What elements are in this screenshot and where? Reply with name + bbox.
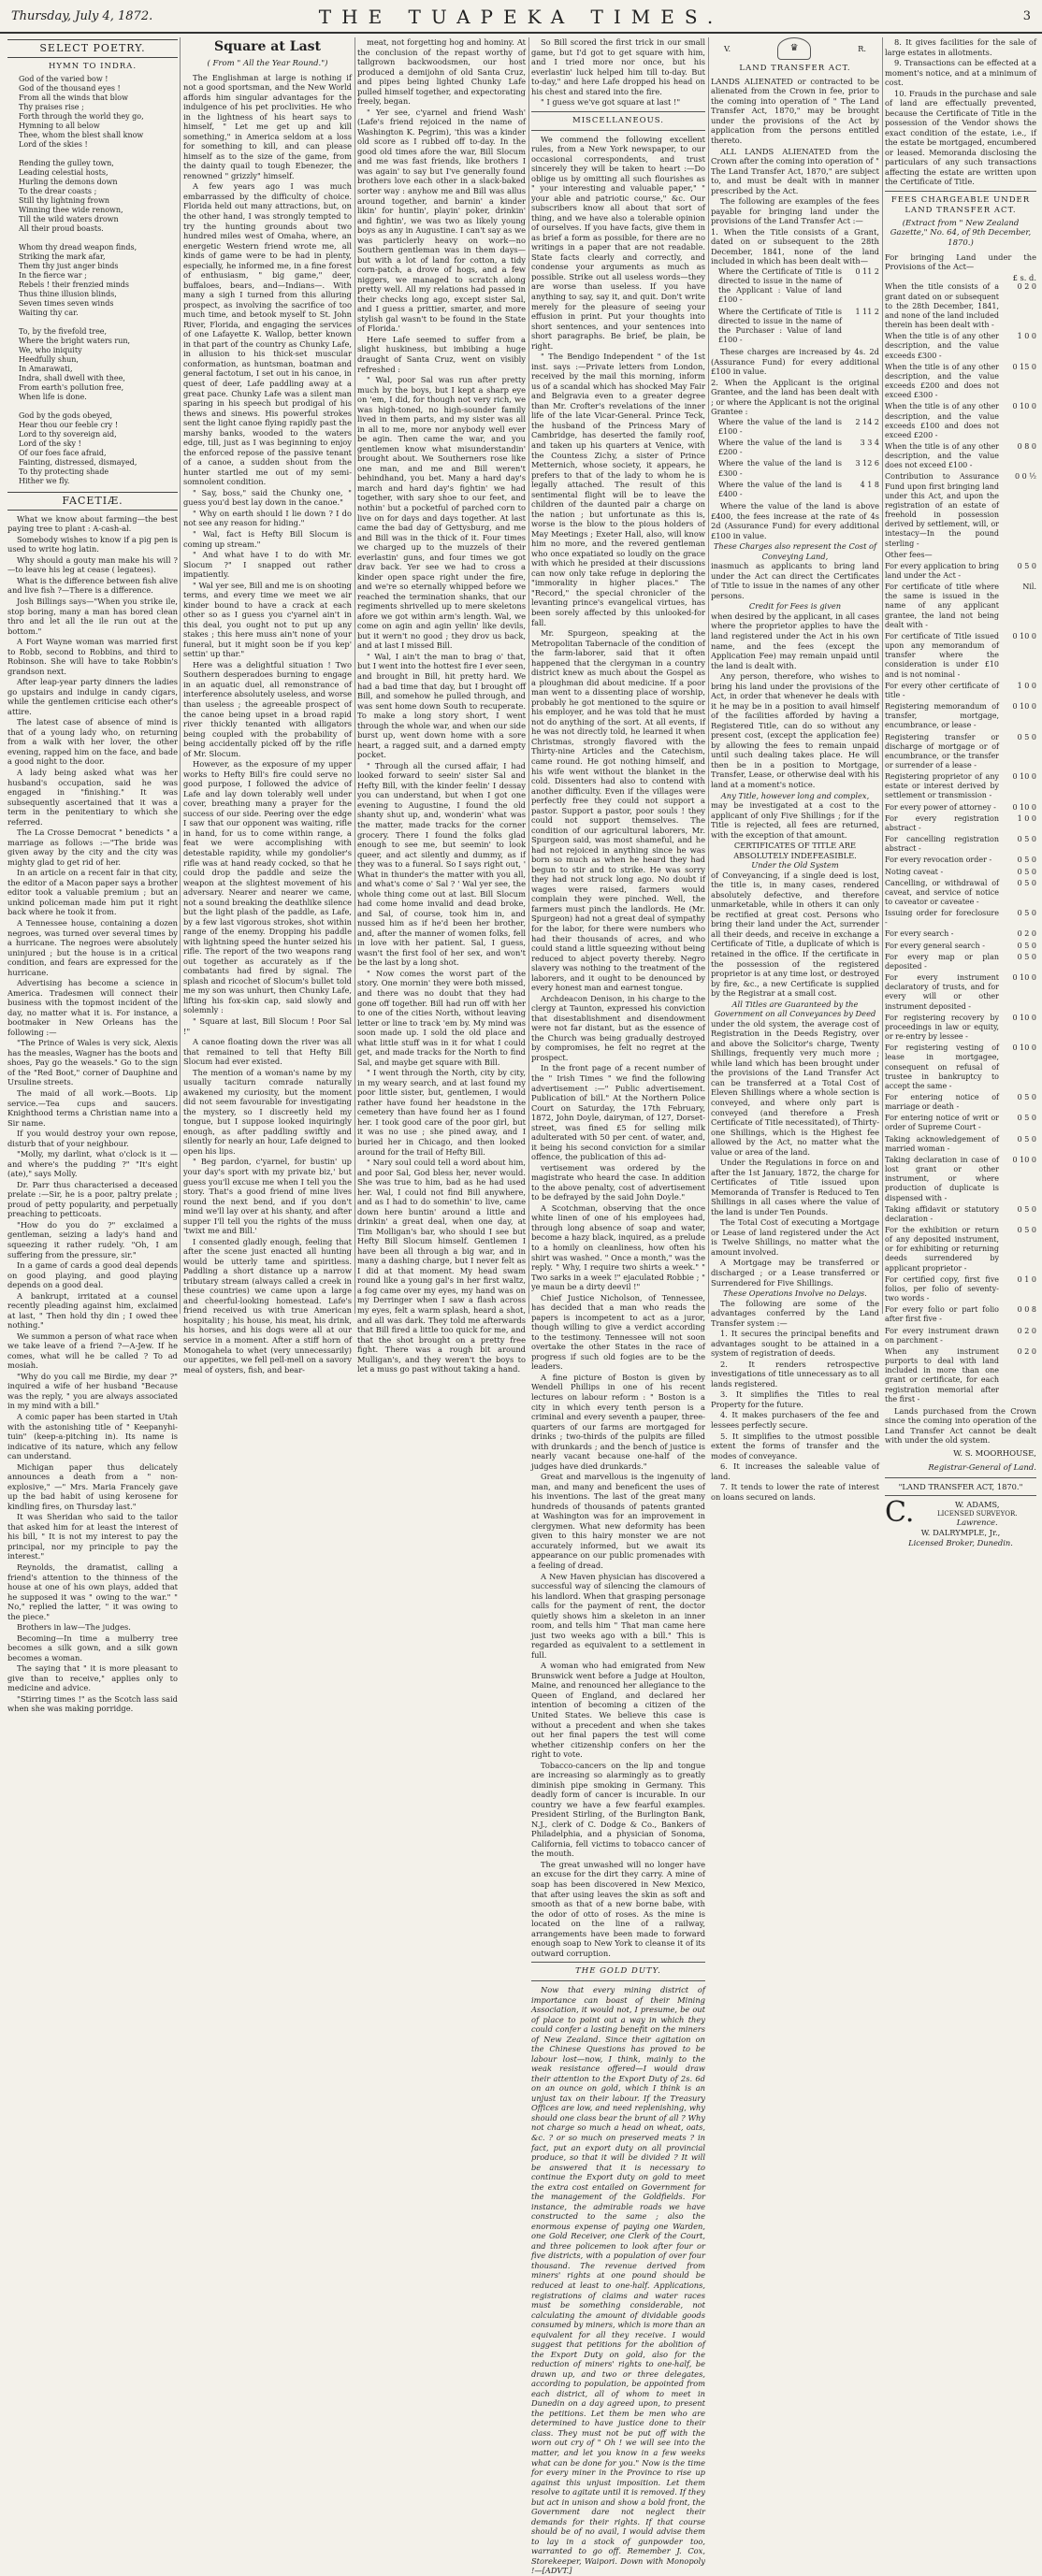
fee-label: For certificate of Title issued upon any memorandum of transfer where the consideration is under £10 and is not nominal -	[885, 631, 999, 679]
fees-intro: For bringing Land under the Provisions of the Act—	[885, 252, 1036, 272]
advantages-continued	[885, 37, 1036, 187]
fee-amount: 0 0 ½	[1014, 472, 1036, 482]
example-1-table	[711, 267, 879, 347]
poem-text: God of the varied bow ! God of the thousand eyes ! From all the winds that blow Thy praises rise ; Forth through the world they go, Hymning to all below Thee, whom the blest shall know Lord of the skies ! Rending the gulley town, Leading celestial hosts, Hurling the demons down To the drear coasts ; Still thy lightning frown Winning thee wide renown, Till the wild waters drown All their proud boasts. Whom thy dread weapon finds, Striking the mark afar, Them thy just anger binds In the fierce war ; Rebels ! their frenzied minds Thus thine illusion blinds, Seven times seven winds Waiting thy car. To, by the fivefold tree, Where the bright waters run, We, who iniquity Heedfully shun, In Amarawati, Indra, shall dwell with thee, From earth's pollution free, When life is done. God by the gods obeyed, Hear thou our feeble cry ! Lord to thy sovereign aid, Lord of the sky ! Of our foes face afraid, Fainting, distressed, dismayed, To thy protecting shade Hither we fly.	[19, 74, 144, 485]
fee-label: Noting caveat -	[885, 867, 944, 876]
paragraph: The La Crosse Democrat " benedicts " a marriage as follows :—"The bride was given away by the city and the city was mighty glad to get rid of her.	[7, 827, 178, 867]
paragraph: In an article on a recent fair in that city, the editor of a Macon paper says a brother editor took a valuable premium ; but an unkind policeman made him put it right back where he took it from.	[7, 868, 178, 917]
fee-amount: 0 10 0	[1012, 772, 1036, 782]
fee-amount: 1 11 2	[855, 307, 879, 316]
fee-label: For every other certificate of title -	[885, 681, 999, 699]
paragraph: Mr. Spurgeon, speaking at the Metropolitan Tabernacle of the condition of the farm-laborer, said that it often happened that the clergyman in a country district knew as much about the Gospel as a ploughman did about medicine. If a poor man went to a dissenting place of worship, probably he got mentioned to the squire or his employer, and he was told that he must not do anything of the sort. At all events, if he was not directly told, he learned it when Christmas, strongly flavored with the Thirty-nine Articles and the Catechism, came round. He got nothing himself, and his wife went without the blanket in the cold. Dissenters had also to contend with another difficulty. Even if the villages were perfectly free they could not support a pastor. Support a pastor, poor souls ! they could not support themselves. The condition of our agricultural laborers, Mr. Spurgeon said, was most shameful, and he had not rejoiced in anything since he was born so much as when he heard they had begun to stir and to strike. He was sorry they had not struck long ago. No doubt if wages were raised, farmers would complain they were pinched. Well, the farmers must pinch the landlords. He (Mr. Spurgeon) had not a great deal of sympathy for the labor, for there were numbers who had their thousands of acres, and who could stand a little squeezing without being reduced to abject poverty thereby. Negro slavery was nothing to the treatment of the laborers, and it ought to be denounced by every honest man and earnest tongue.	[531, 628, 705, 993]
paragraph: What is the difference between fish alive and live fish ?—There is a difference.	[7, 575, 178, 596]
fee-label: Where the Certificate of Title is directed to issue in the name of the Purchaser : Value of land £100 -	[718, 307, 842, 344]
fee-amount: 0 2 0	[1017, 1346, 1036, 1356]
advantage-item: 7. It tends to lower the rate of interest on loans secured on lands.	[711, 1482, 879, 1502]
masthead-rule	[0, 32, 1042, 34]
paragraph: I consented gladly enough, feeling that after the scene just enacted all hunting would be utterly tame and spiritless. Paddling a short distance up a narrow tributary stream (always called a creek in these countries) we came upon a large and cheerful-looking homestead. Lafe's friend received us with true American hospitality ; his house, his meat, his drink, his horses, and his dogs were all at our service in a moment. After a stiff horn of Monogahela to whet (very unnecessarily) our appetites, we fell pell-mell on a savory meal of oysters, fish, and bear-	[183, 1236, 352, 1374]
fee-amount: 0 5 0	[1017, 1092, 1036, 1101]
paragraph: Chief Justice Nicholson, of Tennessee, has decided that a man who reads the papers is incompetent to act as a juror, though willing to give a verdict according to the testimony. Tennessee will not soon overtake the other States in the race of progress if such old fogies are to be the leaders.	[531, 1292, 705, 1372]
fee-label: When the title is of any other description, and the value exceeds £200 and does not exceed £300 -	[885, 362, 999, 400]
fee-row	[885, 1093, 1036, 1114]
act-paragraph: under the old system, the average cost of Registration in the Deeds Registry, over and above the Solicitor's charge, Twenty Shillings, frequently very much more ; while land which has been brought under the provisions of the Land Transfer Act can be transferred at a Total Cost of Eleven Shillings where a whole section is conveyed, and where only part is conveyed (and therefore a Fresh Certificate of Title necessitated), of Thirty-one Shillings, which is the Highest fee allowed by the Act, no matter what the value or area of the land.	[711, 1018, 879, 1157]
miscellaneous-items	[531, 1163, 705, 1959]
column-land-transfer	[885, 37, 1036, 1547]
fee-label: Taking declaration in case of lost grant or other instrument, or where production of duplicate is dispensed with -	[885, 1155, 999, 1202]
paragraph: What we know about farming—the best paying tree to plant : A-cash-al.	[7, 513, 178, 534]
divider	[531, 111, 705, 112]
italic-heading: These Operations Involve no Delays.	[723, 1288, 867, 1299]
fee-label: Taking affidavit or statutory declaration -	[885, 1204, 999, 1223]
fee-amount: 0 5 0	[1017, 909, 1036, 918]
fee-amount: 0 0 8	[1017, 1305, 1036, 1315]
act-paragraph: The following are some of the advantages conferred by the Land Transfer system :—	[711, 1298, 879, 1328]
signature-role: Registrar-General of Land.	[928, 1462, 1036, 1473]
paragraph: It was Sheridan who said to the tailor that asked him for at least the interest of his bill, " It is not my interest to pay the principal, nor my principle to pay the interest."	[7, 1512, 178, 1561]
fee-amount: 0 5 0	[1017, 1226, 1036, 1234]
royal-crest-icon: ♛	[777, 37, 811, 60]
fee-row	[711, 418, 879, 439]
fee-amount: 0 2 0	[1017, 1326, 1036, 1335]
fee-amount: 1 0 0	[1017, 332, 1036, 341]
fee-amount: 0 10 0	[1012, 402, 1036, 411]
fee-row	[885, 472, 1036, 550]
example-2-table	[711, 418, 879, 501]
divider	[531, 1980, 705, 1981]
fee-amount: 0 8 0	[1017, 441, 1036, 451]
act-paragraph: A Mortgage may be transferred or discharged ; or a Lease transferred or Surrendered for Five Shillings.	[711, 1258, 879, 1288]
paragraph: " Say, boss," said the Chunky one, " guess you'd best lay down in the canoe."	[183, 487, 352, 508]
fee-amount: 0 5 0	[1017, 1134, 1036, 1144]
paragraph: " Wal, fact is Hefty Bill Slocum is coming up stream."	[183, 528, 352, 549]
paragraph: A Tennessee house, containing a dozen negroes, was turned over several times by a hurricane. The negroes were absolutely uninjured ; but the house is in a critical condition, and fears are expressed for the hurricane.	[7, 917, 178, 977]
fee-label: For every general search -	[885, 941, 985, 950]
italic-heading: Credit for Fees is given	[748, 601, 842, 612]
paragraph: " Nary soul could tell a word about him, and poor Sal, God bless her, never would. She was true to him, bad as he had used her. Wal, I could not find Bill anywhere, and as I had to do somethin' to live, came down here buntin' around a little and drinkin' a great deal, when one day, at Tim Molligan's bar, who should I see but Hefty Bill Slocum himself. Gentlemen I have been all through a big war, and in many a dashing charge, but I never felt as I did at that moment. My head swam round like a young gal's in her first waltz, a fog came over my eyes, my hand was on my Derringer when I saw a flash across my eyes, felt a warm splash, heard a shot, and all was dark. They told me afterwards that Bill fired a little too quick for me, and that the shot brought on a pretty free fight. There was a rough bit around Mulligan's, and they weren't the boys to let a muss go past without taking a hand.	[357, 1158, 526, 1374]
paragraph: The mention of a woman's name by my usually taciturn comrade naturally awakened my curiosity, but the moment did not seem favourable for investigating the mystery, so I discreetly held my tongue, but I suppose looked inquiringly enough, as after paddling swiftly and silently for nearly an hour, Lafe deigned to open his lips.	[183, 1067, 352, 1156]
act-paragraph: ALL LANDS ALIENATED from the Crown after the coming into operation of " The Land Transfer Act, 1870," are subject to, and must be dealt with in manner prescribed by the Act.	[711, 146, 879, 195]
paragraph: "Molly, my darlint, what o'clock is it —and where's the pudding ?" "It's eight (ate)," says Molly.	[7, 1149, 178, 1179]
issue-date: Thursday, July 4, 1872.	[11, 9, 153, 23]
paragraph: "Why do you call me Birdie, my dear ?" inquired a wife of her husband "Because was the reply, " you are always associated in my mind with a bill."	[7, 1371, 178, 1411]
crest-letter-left: V.	[724, 43, 731, 53]
paragraph: A comic paper has been started in Utah with the astonishing title of " Keepanyhi-tuin" (keep-a-pitching in). Its name is indicative of its nature, which any fellow can understand.	[7, 1412, 178, 1461]
fee-amount: 0 5 0	[1017, 867, 1036, 876]
example-1: 1. When the Title consists of a Grant, dated on or subsequent to the 28th December, 1841, none of the land included in which has been dealt with—	[711, 226, 879, 266]
fee-row	[711, 459, 879, 480]
advantage-item: 3. It simplifies the Titles to real Property for the future.	[711, 1389, 879, 1409]
paragraph: " Yer see, c'yarnel and friend Wash' (Lafe's friend rejoiced in the name of Washington K. Pegrim), 'this was a kinder old score as I rubbed off to-day. In the good old times afore the war, Bill Slocum and me was fast friends, like brothers I was again' to say but I've generally found brothers love each other in a slack-baked sorter way : anyhow me and Bill was allus around together, and barnin' a kinder likin' for huntin', playin' poker, drinkin' and fightin', we was two as likely young boys as any in Augustine. I can't say as we was particlerly heavy on work—no Southern gentleman was in them days—but with a lot of land for cotton, a tidy corn-patch, a drove of hogs, and a few niggers, we managed to scratch along pretty well. All my relations had passed in their checks long ago, except sister Sal, and I guess a prittier, smarter, and more stylish gal wasn't to be found in the State of Florida.'	[357, 107, 526, 334]
paragraph: Great and marvellous is the ingenuity of man, and many and beneficent the uses of his inventions. The last of the great many hundreds of thousands of patents granted at Washington was for an improvement in clergymen. What new deformity has been given to this hairy monster we are not accurately informed, but we await its appearance on our public promenades with a feeling of dread.	[531, 1472, 705, 1570]
fee-label: Contribution to Assurance Fund upon first bringing land under this Act, and upon the registration of an estate of freehold in possession derived by settlement, will, or intestacy—In the pound sterling -	[885, 472, 999, 548]
fee-row	[885, 1347, 1036, 1406]
fee-row	[885, 282, 1036, 332]
fee-row	[711, 439, 879, 459]
divider	[885, 191, 1036, 192]
fee-label: For every map or plan deposited -	[885, 952, 999, 971]
fee-amount: 2 14 2	[855, 417, 879, 426]
fee-amount: 0 10 0	[1012, 973, 1036, 983]
italic-heading: Any Title, however long and complex,	[720, 790, 870, 800]
fee-amount: 0 5 0	[1017, 952, 1036, 961]
advantage-item: 6. It increases the saleable value of land.	[711, 1461, 879, 1481]
fee-row	[885, 835, 1036, 856]
paragraph: A few years ago I was much embarrassed by the difficulty of choice. Florida held out many attractions, but, on the other hand, I was strongly tempted to try the hunting grounds about two hundred miles west of Omaha, where, an energetic Western friend wrote me, all kinds of game were to be had in plenty, especially, he informed me, in a fine forest of enthusiasm, " big game," deer, buffaloes, bears, and—Indians—. With many a sigh I turned from this alluring prospect, as involving the sacrifice of too much time, and betook myself to St. John River, Florida, and engaging the services of one Lafayette K. Wallop, better known in that part of the country as Chunky Lafe, in allusion to his thick-set muscular conformation, as huntsman, boatman and general factotum, I set out in his canoe, in quest of deer, Lafe paddling away at a great pace. Chunky Lafe was a silent man sparing in his speech but prodigal of his thews and sinews. His powerful strokes sent the light canoe flying rapidly past the marshy banks, wooded to the waters edge, till, just as I was beginning to enjoy the enforced repose of the passive tenant of a canoe, a sudden shout from the hunter startled me out of my semi-somnolent condition.	[183, 181, 352, 487]
fee-row	[885, 1226, 1036, 1275]
fee-amount: 0 5 0	[1017, 856, 1036, 865]
fee-label: For cancelling registration abstract -	[885, 835, 999, 854]
paragraph: " Beg pardon, c'yarnel, for bustin' up your day's sport with my private biz,' but guess you'll excuse me when I tell you the story. That's a good friend of mine lives round the next bend, and if you don't mind we'll lay over at his shanty, and after supper I'll tell you the rights of the muss 'twixt me and Bill.'	[183, 1157, 352, 1236]
paragraph: Why should a gouty man make his will ?—to leave his leg at cease ( legatees).	[7, 554, 178, 575]
fee-row	[885, 803, 1036, 814]
fee-amount: 0 5 0	[1017, 878, 1036, 887]
advert-name-2: W. DALRYMPLE, Jr.,	[920, 1527, 1001, 1537]
fee-row	[885, 1114, 1036, 1134]
paragraph: Here was a delightful situation ! Two Southern desperadoes burning to engage in an aquatic duel, all remonstrance of interference absolutely useless, and worse than useless ; the agreeable prospect of the canoe being upset in a broad rapid river thickly tenanted with alligators being coupled with the probability of being accidentally picked off by the rifle of Mr. Slocum.	[183, 659, 352, 758]
fee-label: For every search -	[885, 929, 954, 939]
fee-row	[885, 1156, 1036, 1205]
fee-amount: 0 1 0	[1017, 1274, 1036, 1284]
fee-amount: 0 10 0	[1012, 1155, 1036, 1164]
fee-row	[885, 733, 1036, 773]
fee-label: For every folio or part folio after first five -	[885, 1305, 999, 1324]
act-intro: LANDS ALIENATED or contracted to be alienated from the Crown in fee, prior to the coming into operation of " The Land Transfer Act, 1870," may be brought under the provisions of the Act by application from the persons entitled thereto.	[711, 76, 879, 145]
act-paragraph: The Total Cost of executing a Mortgage or Lease of land registered under the Act is Twelve Shillings, no matter what the amount involved.	[711, 1217, 879, 1257]
paragraph: Michigan paper thus delicately announces a death from a " non-explosive," —" Mrs. Maria Francely gave up the bad habit of using kerosene for kindling fires, on Thursday last."	[7, 1461, 178, 1511]
fee-label: For certified copy, first five folios, per folio of seventy-two words -	[885, 1274, 999, 1303]
italic-heading: These Charges also represent the Cost of Conveying Land,	[713, 541, 877, 561]
divider	[885, 1477, 1036, 1478]
paragraph: Somebody wishes to know if a pig pen is used to write hog latin.	[7, 534, 178, 554]
fee-amount: 0 10 0	[1012, 702, 1036, 712]
fee-label: For every registration abstract -	[885, 813, 999, 832]
fee-label: Registering memorandum of transfer, mortgage, encumbrance, or lease -	[885, 702, 999, 730]
fee-amount: 0 15 0	[1012, 362, 1036, 371]
fee-row	[885, 929, 1036, 941]
paragraph: Here Lafe seemed to suffer from a slight huskiness, but imbibing a huge draught of Santa Cruz, went on visibly refreshed :	[357, 334, 526, 374]
act-paragraph: may be investigated at a cost to the applicant of only Five Shillings ; for if the Title is rejected, all fees are returned, with the exception of that amount.	[711, 800, 879, 840]
fee-row	[885, 814, 1036, 835]
fee-row	[885, 772, 1036, 802]
fee-label: For registering recovery by proceedings in law or equity, or re-entry by lessee -	[885, 1013, 999, 1042]
fee-row	[885, 973, 1036, 1014]
advert-role-2: Licensed Broker, Dunedin.	[908, 1537, 1013, 1547]
paragraph: A bankrupt, irritated at a counsel recently pleading against him, exclaimed at last, " Then hold thy din ; I owed thee nothing."	[7, 1290, 178, 1331]
act-paragraph: These charges are increased by 4s. 2d (Assurance Fund) for every additional £100 in value.	[711, 347, 879, 377]
paragraph: We summon a person of what race when we take leave of a friend ?—A-Jew. If he comes, what will he be called ? To ad mosiah.	[7, 1331, 178, 1371]
italic-heading: Under the Old System	[751, 860, 839, 871]
fee-label: For every application to bring land under the Act -	[885, 561, 999, 580]
paragraph: "Stirring times !" as the Scotch lass said when she was making porridge.	[7, 1693, 178, 1714]
fees-heading: FEES CHARGEABLE UNDER LAND TRANSFER ACT.	[890, 194, 1031, 215]
paragraph: Josh Billings says—"When you strike ile, stop boring, many a man has bored clean thro and let all the ile run out at the bottom."	[7, 596, 178, 636]
paragraph: " I went through the North, city by city, in my weary search, and at last found my poor little sister, but, gentlemen, I would rather have found her headstone in the cemetery than have found her as I found her. I took good care of the poor girl, but it was no use ; she pined away, and I buried her in Chicago, and then looked around for the trail of Hefty Bill.	[357, 1068, 526, 1157]
fee-row	[885, 1327, 1036, 1347]
fee-label: For registering vesting of lease in mortgagee, consequent on refusal of trustee in bankruptcy to accept the same -	[885, 1043, 999, 1090]
fee-row	[885, 1014, 1036, 1043]
advert-name: W. ADAMS,	[954, 1500, 1000, 1510]
fee-label: When the title is of any other description, and the value does not exceed £100 -	[885, 441, 999, 470]
fee-row	[885, 942, 1036, 953]
paragraph: A Scotchman, observing that the once white linen of one of his employees had, through long absence of soap and water, become a hazy black, inquired, as a prelude to a homily on cleanliness, how often his shirt was washed. " Once a month," was the reply. " Why, I require two shirts a week." " Two sarks in a week !" ejaculated Robbie ; " ye maun be a dirty deevil !"	[531, 1202, 705, 1292]
fee-label: For entering notice of writ or order of Supreme Court -	[885, 1114, 999, 1132]
paragraph: Becoming—In time a mulberry tree becomes a silk gown, and a silk gown becomes a woman.	[7, 1633, 178, 1662]
fee-row	[885, 856, 1036, 867]
fee-amount: 0 5 0	[1017, 1114, 1036, 1123]
act-paragraph: when desired by the applicant, in all cases where the proprietor applies to have the land registered under the Act in his own name, and the fees (except the Application Fee) may remain unpaid until the land is dealt with.	[711, 611, 879, 670]
fee-label: Taking acknowledgement of married woman -	[885, 1134, 999, 1153]
fee-row	[885, 702, 1036, 732]
miscellaneous-items	[531, 135, 705, 1162]
paragraph: "How do you do ?" exclaimed a gentleman, seizing a lady's hand and squeezing it rather rudely. "Oh, I am suffering from the pressure, sir."	[7, 1219, 178, 1259]
section-heading-facetiae: FACETIÆ.	[7, 492, 178, 511]
paragraph: " Wal yer see, Bill and me is on shooting terms, and every time we meet we air kinder bound to have a crack at each other so as I guess you c'yarnel ain't in this deal, you ought not to put up any stakes ; this here muss ain't none of your funeral, but it might soon be if you kep' settin' up thar."	[183, 580, 352, 659]
paragraph: A New Haven physician has discovered a successful way of silencing the clamours of his landlord. When that grasping personage calls for the payment of rent, the doctor quietly shows him a skeleton in an inner room, and tells him " That man came here just two weeks ago with a bill." This is regarded as equivalent to a settlement in full.	[531, 1571, 705, 1660]
fee-amount: 0 11 2	[855, 266, 879, 276]
fee-row	[885, 583, 1036, 632]
advert-town: Lawrence.	[956, 1518, 998, 1528]
paragraph: "The Prince of Wales is very sick, Alexis has the measles, Wagner has the boots and shoes, Pay go the weasels." Go to the sign of the "Red Boot," corner of Dauphine and Ursuline streets.	[7, 1038, 178, 1087]
fee-label: For certificate of title where the same is issued in the name of any applicant grantee, the land not being dealt with -	[885, 583, 999, 629]
column-poetry-facetiae	[7, 37, 178, 1714]
fee-label: Where the value of the land is £100 -	[718, 417, 842, 436]
fee-amount: 0 5 0	[1017, 835, 1036, 844]
advert-initial: C.	[885, 1496, 915, 1530]
story-paragraphs	[183, 73, 352, 1375]
story-title: Square at Last	[214, 39, 321, 54]
act-title: LAND TRANSFER ACT.	[739, 64, 851, 73]
column-land-transfer-act	[711, 37, 879, 1502]
act-paragraph: The following are examples of the fees payable for bringing land under the provisions of the Land Transfer Act :—	[711, 196, 879, 226]
masthead	[0, 0, 1042, 32]
column-story-continued	[357, 37, 526, 1374]
fee-amount: 3 3 4	[860, 439, 879, 448]
newspaper-title: THE TUAPEKA TIMES.	[318, 6, 724, 28]
facetiae-list	[7, 514, 178, 1714]
act-paragraph: inasmuch as applicants to bring land under the Act can direct the Certificates of Title to issue in the names of any other persons.	[711, 561, 879, 600]
fee-amount: 1 0 0	[1017, 813, 1036, 823]
fee-amount: 0 2 0	[1017, 282, 1036, 292]
divider	[531, 130, 705, 131]
fee-label: Registering transfer or discharge of mortgage or of encumbrance, or the transfer or surrender of a lease -	[885, 732, 999, 770]
paragraph: vertisement was ordered by the magistrate who heard the case. In addition to the above penalty, cost of advertisement to be defrayed by the said John Doyle."	[531, 1162, 705, 1202]
fee-amount: 0 2 0	[1017, 929, 1036, 939]
paragraph: A fine picture of Boston is given by Wendell Phillips in one of his recent lectures on labour reform : " Boston is a city in which every tenth person is a criminal and every seventh a pauper, three-quarters of our farms are mortgaged for drinks ; two-thirds of the pulpits are filled with drunkards ; and the bench of justice is nearly vacant because one-half of the judges have died drunkards."	[531, 1372, 705, 1471]
fee-row	[885, 632, 1036, 682]
paragraph: " I guess we've got square at last !"	[541, 97, 681, 108]
fee-label: When the title is of any other description, and the value exceeds £300 -	[885, 332, 999, 360]
story-source: ( From " All the Year Round.")	[207, 58, 328, 68]
paragraph: meat, not forgetting hog and hominy. At the conclusion of the repast worthy of tallgrown backwoodsmen, our host produced a demijohn of old Santa Cruz, and pipes being lighted Chunky Lafe pulled himself together, and expectorating freely, began.	[357, 37, 526, 107]
fee-label: Where the value of the land is £300 -	[718, 459, 842, 478]
fee-label: Where the value of the land is £400 -	[718, 480, 842, 498]
crest-row	[711, 37, 879, 60]
fee-row	[885, 1043, 1036, 1093]
column-misc-gold-duty	[531, 37, 705, 2576]
act-paragraph: Where the value of the land is above £400, the fees increase at the rate of 4s 2d (Assurance Fund) for every additional £100 in value.	[711, 501, 879, 540]
column-story-start	[183, 37, 352, 1374]
fee-label: For entering notice of marriage or death -	[885, 1092, 999, 1112]
poem-title: HYMN TO INDRA.	[48, 61, 137, 71]
column-divider	[528, 37, 529, 1314]
fee-label: For every instrument drawn on parchment -	[885, 1326, 999, 1345]
fees-table	[885, 282, 1036, 1405]
paragraph: We commend the following excellent rules, from a New York newspaper, to our occasional correspondents, and trust sincerely they will be taken to heart :—Do oblige us by omitting all such flourishes as " your interesting and valuable paper," " your able and patriotic course," &c. Our subscribers know all about that sort of thing, and we have also a tolerable opinion of ourselves. If you have facts, give them in as brief a form as possible, for there are no writings in a paper that are not readable. State facts clearly and correctly, and condense your arguments as much as possible. Strike out all useless words—they are worse than useless. If you have anything to say, say it, and quit. Don't write merely for the pleasure of seeing your effusion in print. Put your thoughts into short sentences, and your sentences into short paragraphs. Be brief, be plain, be right.	[531, 134, 705, 351]
section-heading-miscellaneous: MISCELLANEOUS.	[572, 115, 665, 125]
gold-duty-letter: Now that every mining district of importance can boast of their Mining Association, it would not, I presume, be out of place to point out a way in which they could confer a lasting benefit on the miners of New Zealand. Since their agitation on the Chinese Questions has proved to be labour lost—now, I think, mainly to the weak resistance offered—I would draw their attention to the Export Duty of 2s. 6d on an ounce on gold, which I think is an unjust tax on their labour. If the Treasury Offices are low, and need replenishing, why should one class bear the brunt of all ? Why not charge so much a head on wheat, oats, &c. ? or so much on preserved meats ? in fact, put an export duty on all provincial produce, so that it will be divided ? It will be answered that it is necessary to continue the Export duty on gold to meet the extra cost entailed on Government for the management of the Goldfields. For instance, the admirable roads we have constructed to the same ; also the enormous expense of paying one Warden, one Gold Receiver, one Clerk of the Court, and three policemen to look after four or five districts, with a population of over four thousand. The revenue derived from miners' rights at one pound should be reduced at least to one-half. Applications, registrations of claims and water races must be something considerable, not calculating the amount of dividable goods consumed by miners, which is more than an equivalent for all they receive. I would suggest that petitions for the abolition of the Export Duty on gold, also for the reduction of miners' rights to one-half, be drawn up, and two or three delegates, according to population, be appointed from each district, all of whom to meet in Dunedin on a day agreed upon, to present the petitions. Let them be men who are determined to have justice done to their class. They must not be put off with the worn out cry of " Oh ! we will see into the matter, and let you know in a few weeks what can be done for you." Now is the time for every miner in the Province to rise up against this unjust imposition. Let them resolve to agitate until it is removed. If they but act in unison and show a bold front, the Government dare not neglect their demands for their rights. If that course should be of no avail, I would advise them to lay in a stock of gunpowder too, warranted to go off. Remember J. Cox, Storekeeper, Waipori. Down with Monopoly !—[ADVT.]	[531, 1985, 705, 2576]
section-heading-gold-duty: THE GOLD DUTY.	[575, 1966, 661, 1977]
signature-name: W. S. MOORHOUSE,	[953, 1448, 1036, 1459]
paragraph: The great unwashed will no longer have an excuse for the dirt they carry. A mine of soap has been discovered in New Mexico, that after using leaves the skin as soft and smooth as that of a new borne babe, with the odor of otto of roses. As the mine is located on the line of a railway, arrangements have been made to forward enough soap to New York to cleanse it of its outward corruption.	[531, 1859, 705, 1958]
fee-row	[885, 953, 1036, 973]
act-paragraph: Any person, therefore, who wishes to bring his land under the provisions of the Act, in order that whenever he deals with it he may be in a position to avail himself of the facilities afforded by having a Registered Title, can do so without any present cost, (except the application fee) by allowing the fees to remain unpaid until such dealing takes place. He will then be in a position to Mortgage, Transfer, Lease, or otherwise deal with his land at a moment's notice.	[711, 671, 879, 789]
fee-amount: 3 12 6	[855, 459, 879, 468]
paragraph: The saying that " it is more pleasant to give than to receive," applies only to medicine and advice.	[7, 1663, 178, 1693]
fee-row	[711, 481, 879, 501]
fee-label: Registering proprietor of any estate or interest derived by settlement or transmission -	[885, 772, 999, 800]
fee-row	[885, 1135, 1036, 1156]
fee-label: For every instrument declaratory of trusts, and for every will or other instrument deposited -	[885, 973, 999, 1011]
paragraph: " Through all the cursed affair, I had looked forward to seein' sister Sal and Hefty Bill, with the kinder feelin' I dessay you can understand, but when I got one evening to Augustine, I found the old shanty shut up, and, wonderin' what was the matter, made tracks for the corner grocery. There I found the folks glad enough to see me, but seemin' to look queer, and act silently and dummy, as if they was to a funeral. So I says right out, ' What in thunder's the matter with you all, and what's come o' Sal ? ' Wal yer see, the whole thing come out at last. Bill Slocum had come home invalid and dead broke, and Sal, of course, took him in, and nussed him as if he'd been her brother, and, after the manner of women folks, fell in love with her patient. Sal, I guess, wasn't the first fool of her sex, and won't be the last by a long shot.	[357, 760, 526, 968]
paragraph: If you would destroy your own repose, disturb that of your neighbour.	[7, 1129, 178, 1148]
fee-row	[885, 402, 1036, 442]
fee-row	[885, 363, 1036, 403]
fee-row	[885, 562, 1036, 583]
fee-amount: 0 10 0	[1012, 631, 1036, 640]
fee-amount: 0 5 0	[1017, 561, 1036, 570]
fee-label: Where the Certificate of Title is directed to issue in the name of the Applicant : Value of land £100 -	[718, 266, 842, 305]
fee-amount: 4 1 8	[860, 480, 879, 489]
paragraph: " Wal, I ain't the man to brag o' that, but I went into the hottest fire I ever seen, and brought in Bill, hit pretty hard. We had a bad time that day, but I brought off Bill, and somehow he pulled through, and was sent home down South to recuperate. To make a long story short, I went through the whole war, and when our side burst up, went down home with a sore heart, a ragged suit, and a darned empty pocket.	[357, 651, 526, 760]
act-paragraph: Under the Regulations in force on and after the 1st January, 1872, the charge for Certificates of Title issued upon Memoranda of Transfer is Reduced to Ten Shillings in all cases where the value of the land is under Ten Pounds.	[711, 1158, 879, 1216]
paragraph: 8. It gives facilities for the sale of large estates in allotments.	[885, 37, 1036, 57]
paragraph: " Why on earth should I lie down ? I do not see any reason for hiding."	[183, 508, 352, 528]
story-paragraphs	[357, 37, 526, 1374]
fee-label: When any instrument purports to deal with land included in more than one grant or certificate, for each registration memorial after the first -	[885, 1346, 999, 1403]
italic-heading: All Titles are Guaranteed by the Government on all Conveyances by Deed	[714, 999, 876, 1019]
fee-row	[885, 868, 1036, 879]
fee-amount: 0 5 0	[1017, 941, 1036, 950]
paragraph: A Fort Wayne woman was married first to Robb, second to Robbins, and third to Robinson. She will have to take Robbin's grandson next.	[7, 637, 178, 676]
fee-label: For every power of attorney -	[885, 802, 996, 812]
paragraph: A lady being asked what was her husband's occupation, said he was engaged in "finishing." It was subsequently ascertained that it was a term in the penitentiary to which she referred.	[7, 768, 178, 827]
paragraph: Advertising has become a science in America. Tradesmen will connect their business with the topmost incident of the day, no matter what it is. For instance, a bootmaker in New Orleans has the following :—	[7, 978, 178, 1037]
column-divider	[882, 37, 883, 1314]
paragraph: In the front page of a recent number of the " Irish Times " we find the following advertisement :—" Public advertisement. Publication of bill." At the Northern Police Court on Saturday, the 17th February, 1872, John Doyle, dairyman, of 127, Dorset-street, was fined £5 for selling milk adulterated with 50 per cent. of water, and, it being his second conviction for a similar offence, the publication of this ad-	[531, 1063, 705, 1162]
paragraph: Archdeacon Denison, in his charge to the clergy at Taunton, expressed his conviction that disestablishment and disendowment were not far distant, but as the essence of the Church was being gradually destroyed by compromises, he felt no regret at the prospect.	[531, 993, 705, 1062]
column-divider	[180, 37, 181, 1314]
fee-row	[885, 442, 1036, 472]
paragraph: After leap-year party dinners the ladies go upstairs and indulge in candy cigars, while the gentlemen criticise each other's attire.	[7, 677, 178, 716]
fee-row	[885, 551, 1036, 562]
fee-amount: 0 10 0	[1012, 1013, 1036, 1022]
paragraph: A canoe floating down the river was all that remained to tell that Hefty Bill Slocum had ever existed.	[183, 1037, 352, 1067]
fee-label: For every revocation order -	[885, 856, 992, 865]
fee-amount: Nil.	[1022, 583, 1036, 592]
fee-row	[885, 1205, 1036, 1226]
advantage-item: 2. It renders retrospective investigations of title unnecessary as to all lands registered.	[711, 1359, 879, 1389]
paragraph: " Wal, poor Sal was run after pretty much by the boys, but I kept a sharp eye on 'em, I did, for though not very rich, we was high-toned, no high-sounder family lived in them parts, and my sister was all in all to me, more nor anybody well ever be agin. Then came the war, and you gentlemen know what misunderstandin' brought about. We Southerners rose like one man, and me and Bill weren't behindhand, you bet. Many a hard day's march and hard day's fightin' we had together, with sary shoe to our feet, and nothin' but a pocketful of parched corn to live on for days and days together. At last came the bad day of Gettysburg, and me and Bill was in the thick of it. Four times we charged up to the muzzels of their everlastin' guns, and four times we got drav back. Yer see we had to cross a kinder open space right under the fire, and we're so eternally whipped before we reached the termination shanks, that our regiments shrivelled up to mere skeletons afore we got within arm's length. Wal, we come on agin and agin yellin' like devils, but it wern't no good ; they drov us back, and at last I missed Bill.	[357, 375, 526, 651]
fee-row	[711, 267, 879, 308]
paragraph: " And what have I to do with Mr. Slocum ?" I snapped out rather impatiently.	[183, 550, 352, 580]
fee-amount: 0 5 0	[1017, 732, 1036, 741]
fee-amount: 1 0 0	[1017, 681, 1036, 690]
paragraph: However, as the exposure of my upper works to Hefty Bill's fire could serve no good purpose, I followed the advice of Lafe and lay down tolerably well under cover, breathing many a prayer for the success of our side. Peering over the edge I saw that our opponent was waiting, rifle in hand, for us to come within range, a feat we were accomplishing with detestable rapidity, while my gondolier's rifle was at hand ready cocked, so that he could drop the paddle and seize the weapon at the slightest movement of his adversary. Nearer and nearer we came, not a sound breaking the deathlike silence but the light plash of the paddle, as Lafe, by a few last vigorous strokes, shot within range of the enemy. Dropping his paddle with lightning speed the hunter seized his rifle. The report of the two weapons rang out together as accurately as if the combatants had fired by signal. The splash and ricochet of Slocum's bullet told me my son was unhurt, then Chunky Lafe, lifting his fox-skin cap, said slowly and solemnly :	[183, 759, 352, 1015]
divider	[531, 1962, 705, 1963]
fee-row	[885, 879, 1036, 909]
paragraph: The Englishman at large is nothing if not a good sportsman, and the New World affords him singular advantages for the indulgence of his pet proclivities. He who in the lightness of his heart says to himself, " Let me get up and kill something," in America seldom at a loss for something to kill, and can please himself as to the size of the game, from the dainty quail to tough Ebenezer, the renowned " grizzly" himself.	[183, 72, 352, 180]
fees-source: (Extract from " New Zealand Gazette," No. 64, of 9th December, 1870.)	[890, 218, 1032, 249]
paragraph: 9. Transactions can be effected at a moment's notice, and at a minimum of cost.	[885, 58, 1036, 88]
fee-label: Other fees—	[885, 550, 933, 559]
fee-amount: 0 5 0	[1017, 1204, 1036, 1214]
paragraph: A woman who had emigrated from New Brunswick went before a Judge at Houlton, Maine, and renounced her allegiance to the Queen of England, and declared her intention of becoming a citizen of the United States. We believe this case is without a precedent and when she takes out her final papers the test will come whether citizenship confers on her the right to vote.	[531, 1661, 705, 1760]
paragraph: So Bill scored the first trick in our small game, but I'd got to get square with him, and I tried more nor once, but his everlastin' luck helped him till to-day. But to-day," and here Lafe dropped his head on his chest and stared into the fire.	[531, 37, 705, 96]
fee-label: When the title is of any other description, and the value exceeds £100 and does not exceed £200 -	[885, 402, 999, 439]
fee-amount	[999, 551, 1036, 562]
fee-row	[885, 332, 1036, 362]
column-divider	[708, 37, 709, 1314]
fee-label: Cancelling, or withdrawal of caveat, and service of notice to caveator or caveatee -	[885, 878, 999, 906]
old-system-note: Lands purchased from the Crown since the coming into operation of the Land Transfer Act cannot be dealt with under the old system.	[885, 1405, 1036, 1446]
advantage-item: 4. It makes purchasers of the fee and lessees perfectly secure.	[711, 1410, 879, 1430]
advert-role: LICENSED SURVEYOR.	[936, 1509, 1018, 1518]
example-2: 2. When the Applicant is the original Grantee, and the land has been dealt with ; or where the Applicant is not the original Grantee :	[711, 377, 879, 417]
fee-label: Where the value of the land is £200 -	[718, 439, 842, 457]
fee-label: For the exhibition or return of any deposited instrument, or for exhibiting or returning deeds surrendered by applicant proprietor -	[885, 1226, 999, 1273]
fee-row	[711, 308, 879, 348]
paragraph: " Now comes the worst part of the story. One mornin' they were both missed, and there was no doubt that they had gone off together. Bill had run off with her to one of the cities North, without leaving letter or line to track 'em by. My mind was soon made up. I sold the old place and what little stuff was in it for what I could get, and made tracks for the North to find Sal, and maybe get square with Bill.	[357, 968, 526, 1067]
certificate-heading: CERTIFICATES OF TITLE ARE ABSOLUTELY INDEFEASIBLE.	[733, 841, 857, 860]
currency-header: £ s. d.	[1012, 272, 1036, 282]
fee-row	[885, 909, 1036, 929]
paragraph: The latest case of absence of mind is that of a young lady who, on returning from a walk with her lover, the other evening, rapped him on the face, and bade a good night to the door.	[7, 717, 178, 767]
fee-label: When the title consists of a grant dated on or subsequent to the 28th December, 1841, and none of the land included therein has been dealt with -	[885, 282, 999, 330]
paragraph: Tobacco-cancers on the lip and tongue are increasing so alarmingly as to greatly diminish pipe smoking in Germany. This deadly form of cancer is incurable. In our country we have a few fearful examples. President Stirling, of the Burlington Bank, N.J., clerk of C. Dodge & Co., Bankers of Philadelphia, and a physician of Sonoma, California, fell victims to tobacco cancer of the mouth.	[531, 1760, 705, 1859]
paragraph: " Square at last, Bill Slocum ! Poor Sal !"	[183, 1016, 352, 1036]
paragraph: " The Bendigo Independent " of the 1st inst. says :—Private letters from London, received by the mail this morning, inform us of a scandal which has shocked May Fair and Belgravia even to a greater degree than Mr. Crofter's revelations of the inner life of the late Vicar-General. Prince Teck, the husband of the Princess Mary of Cambridge, has deserted the family roof, and taken up his quarters at Venice, with the Countess Zichy, a sister of Prince Metternich, whose society, it appears, he prefers to that of the lady to whom he is legally attached. The result of this sentimental flight will be to leave the children of the daunted pair a charge on the nation ; but unfortunate as this is, worse is the blow to the pious holders of May Meetings ; Exeter Hall, also, will know him no more, and the revered gentleman who once expatiated so loudly on the grace with which he presided at their discussions can now only take refuge in deploring the "immorality in higher places." The "Record," the special chronicler of the levanting prince's evangelical virtues, has been sorely affected by this unlooked-for fall.	[531, 352, 705, 627]
fee-row	[885, 1275, 1036, 1305]
advert-block	[885, 1496, 1036, 1547]
advantage-item: 5. It simplifies to the utmost possible extent the forms of transfer and the modes of conveyance.	[711, 1431, 879, 1461]
paragraph: The maid of all work.—Boots. Lip service.—Tea cups and saucers. Knighthood terms a Christian name into a Sir name.	[7, 1088, 178, 1128]
fee-label: Issuing order for foreclosure -	[885, 909, 999, 928]
paragraph: In a game of cards a good deal depends on good playing, and good playing depends on a good deal.	[7, 1260, 178, 1290]
fee-row	[885, 1305, 1036, 1326]
fee-row	[885, 682, 1036, 702]
paragraph: 10. Frauds in the purchase and sale of land are effectually prevented, because the Certificate of Title in the possession of the Vendor shows the exact condition of the estate, i.e., if the estate be mortgaged, encumbered or leased. Memoranda disclosing the particulars of any such transactions affecting the estate are written upon the Certificate of Title.	[885, 88, 1036, 187]
section-heading-poetry: SELECT POETRY.	[7, 39, 178, 58]
fee-amount: 0 10 0	[1012, 1043, 1036, 1053]
story-ending	[531, 37, 705, 108]
fee-amount: 0 10 0	[1012, 802, 1036, 812]
paragraph: Reynolds, the dramatist, calling a friend's attention to the thinness of the house at one of his own plays, added that he supposed it was " owing to the war." " No," replied the latter, " it was owing to the piece."	[7, 1561, 178, 1621]
advantage-item: 1. It secures the principal benefits and advantages sought to be attained in a system of registration of deeds.	[711, 1329, 879, 1359]
act-paragraph: of Conveyancing, if a single deed is lost, the title is, in many cases, rendered absolutely defective, and therefore unmarketable, while in others it can only be rectified at great cost. Persons who bring their land under the Act, surrender all their deeds, and receive in exchange a Certificate of Title, a duplicate of which is retained in the office. If the certificate in the possession of the registered proprietor is at any time lost, or destroyed by fire, &c., a new Certificate is supplied by the Registrar at a small cost.	[711, 870, 879, 999]
page-number: 3	[1022, 9, 1031, 23]
advert-title: "LAND TRANSFER ACT, 1870."	[898, 1481, 1023, 1491]
paragraph: Dr. Parr thus characterised a deceased prelate :—Sir, he is a poor, paltry prelate ; proud of petty popularity, and perpetually preaching to petticoats.	[7, 1179, 178, 1219]
paragraph: Brothers in law—The judges.	[17, 1622, 131, 1633]
crest-letter-right: R.	[858, 43, 866, 53]
